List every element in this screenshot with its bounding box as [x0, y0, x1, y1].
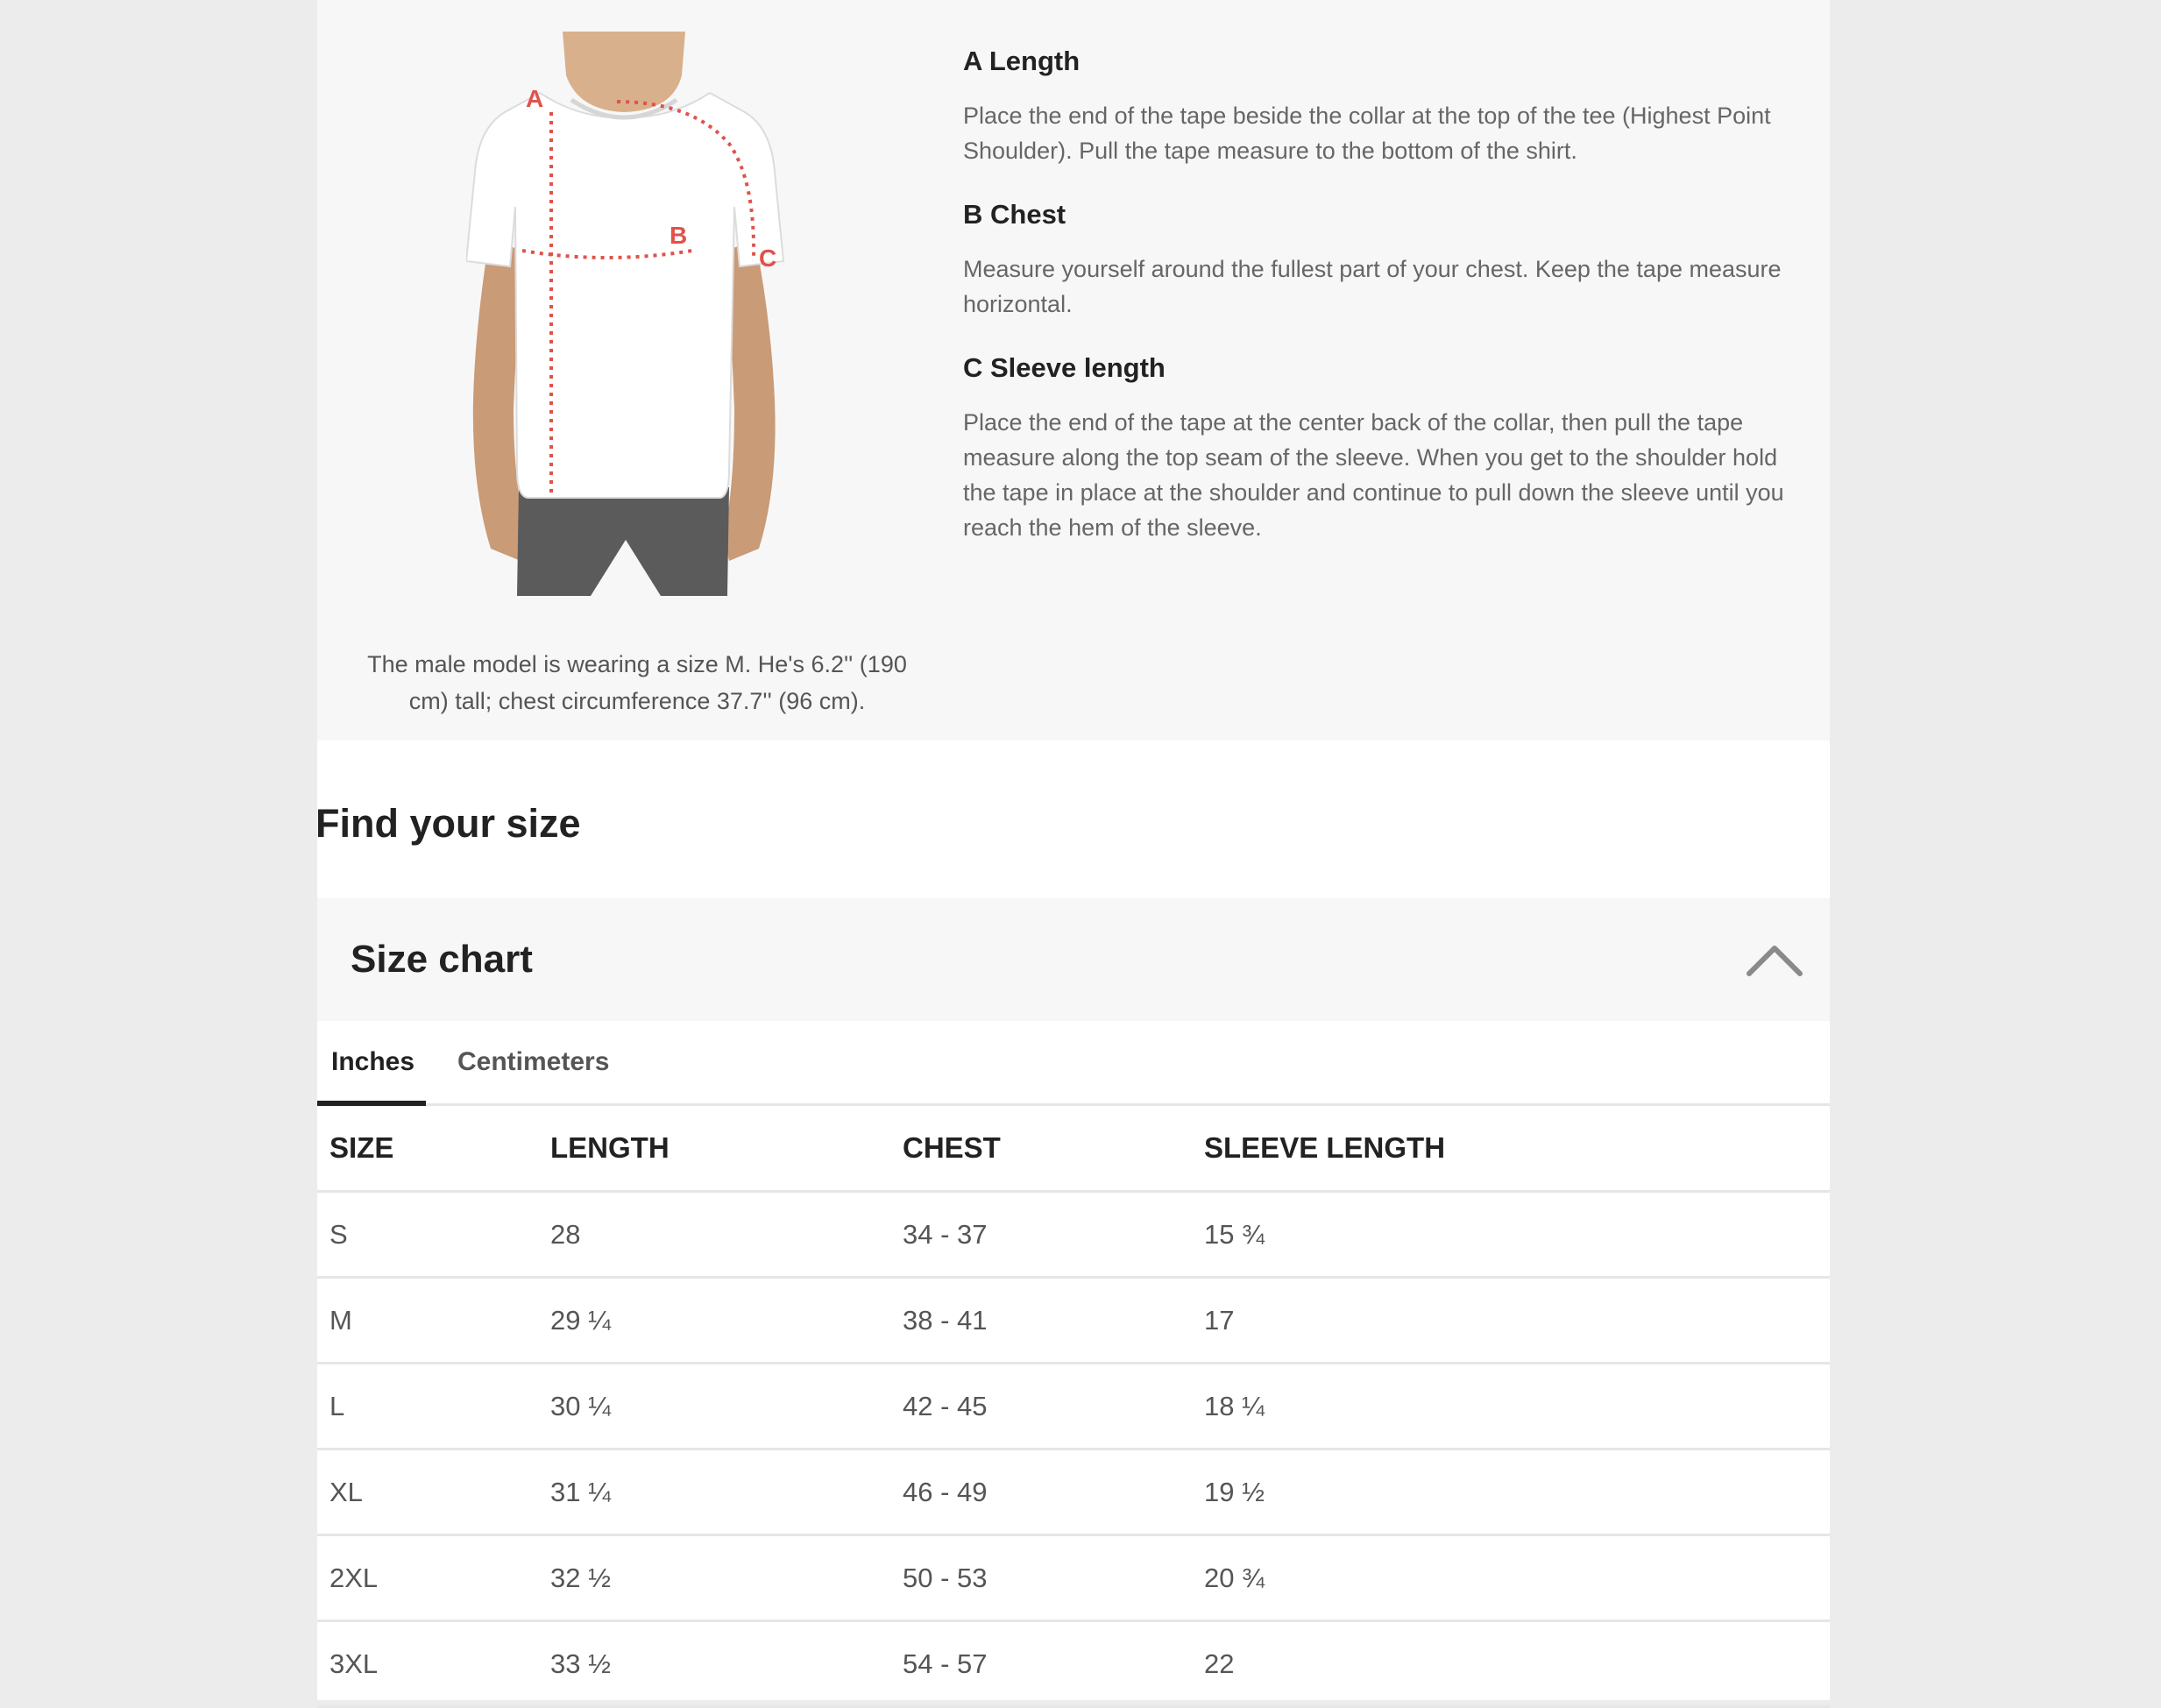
label-c: C [759, 245, 777, 272]
guide-sleeve-length [963, 351, 1787, 545]
tab-inches[interactable]: Inches [331, 1047, 415, 1076]
column-header: CHEST [890, 1106, 1192, 1192]
cell-length: 31 ¼ [538, 1449, 890, 1535]
cell-chest: 50 - 53 [890, 1535, 1192, 1621]
cell-sleeve-length: 17 [1192, 1278, 1830, 1364]
column-header: LENGTH [538, 1106, 890, 1192]
cell-chest: 38 - 41 [890, 1278, 1192, 1364]
label-a: A [526, 85, 544, 112]
guide-length [963, 44, 1787, 168]
model-jeans [517, 487, 729, 596]
find-your-size-heading: Find your size [315, 801, 581, 846]
table-row [317, 1449, 1830, 1535]
table-row [317, 1621, 1830, 1707]
cell-size: 3XL [317, 1621, 538, 1707]
table-row [317, 1535, 1830, 1621]
column-header: SLEEVE LENGTH [1192, 1106, 1830, 1192]
cell-length: 33 ½ [538, 1621, 890, 1707]
column-header: SIZE [317, 1106, 538, 1192]
measure-instructions [963, 44, 1787, 574]
cell-size: S [317, 1192, 538, 1278]
cell-chest: 42 - 45 [890, 1364, 1192, 1449]
size-chart-table [317, 1106, 1830, 1708]
page [317, 0, 1830, 1700]
model-neck [563, 32, 685, 112]
guide-description: Place the end of the tape beside the collar at the top of the tee (Highest Point Shoulder). Pull the tape measure to the bottom of the shirt. [963, 103, 1771, 164]
collapse-button[interactable] [1744, 933, 1805, 986]
guide-description: Place the end of the tape at the center back of the collar, then pull the tape measure along the top seam of the sleeve. When you get to the shoulder hold the tape in place at the shoulder and continue to pull down the sleeve until you reach the hem of the sleeve. [963, 409, 1784, 541]
guide-description: Measure yourself around the fullest part of your chest. Keep the tape measure horizontal. [963, 256, 1782, 317]
tab-centimeters[interactable]: Centimeters [457, 1047, 610, 1076]
cell-sleeve-length: 19 ½ [1192, 1449, 1830, 1535]
guide-title: C Sleeve length [963, 352, 1166, 383]
cell-length: 29 ¼ [538, 1278, 890, 1364]
cell-chest: 34 - 37 [890, 1192, 1192, 1278]
cell-chest: 54 - 57 [890, 1621, 1192, 1707]
cell-size: 2XL [317, 1535, 538, 1621]
cell-sleeve-length: 20 ¾ [1192, 1535, 1830, 1621]
cell-size: XL [317, 1449, 538, 1535]
cell-sleeve-length: 15 ¾ [1192, 1192, 1830, 1278]
guide-chest [963, 197, 1787, 322]
table-row [317, 1278, 1830, 1364]
unit-tabs [317, 1021, 1830, 1106]
cell-size: L [317, 1364, 538, 1449]
cell-length: 30 ¼ [538, 1364, 890, 1449]
measurement-guide [317, 0, 1830, 741]
guide-title: B Chest [963, 199, 1066, 230]
cell-size: M [317, 1278, 538, 1364]
cell-length: 32 ½ [538, 1535, 890, 1621]
table-row [317, 1364, 1830, 1449]
model-caption: The male model is wearing a size M. He's 6.2'' (190 cm) tall; chest circumference 37.7'' (96 cm). [367, 651, 907, 714]
cell-sleeve-length: 22 [1192, 1621, 1830, 1707]
cell-length: 28 [538, 1192, 890, 1278]
chevron-up-icon [1744, 933, 1805, 986]
guide-title: A Length [963, 46, 1080, 76]
model-tshirt-image [466, 32, 834, 596]
table-row [317, 1192, 1830, 1278]
model-illustration [466, 32, 834, 596]
cell-sleeve-length: 18 ¼ [1192, 1364, 1830, 1449]
size-chart-header[interactable] [317, 898, 1830, 1021]
size-chart-title: Size chart [351, 938, 533, 981]
cell-chest: 46 - 49 [890, 1449, 1192, 1535]
label-b: B [670, 222, 688, 249]
table-header-row [317, 1106, 1830, 1192]
